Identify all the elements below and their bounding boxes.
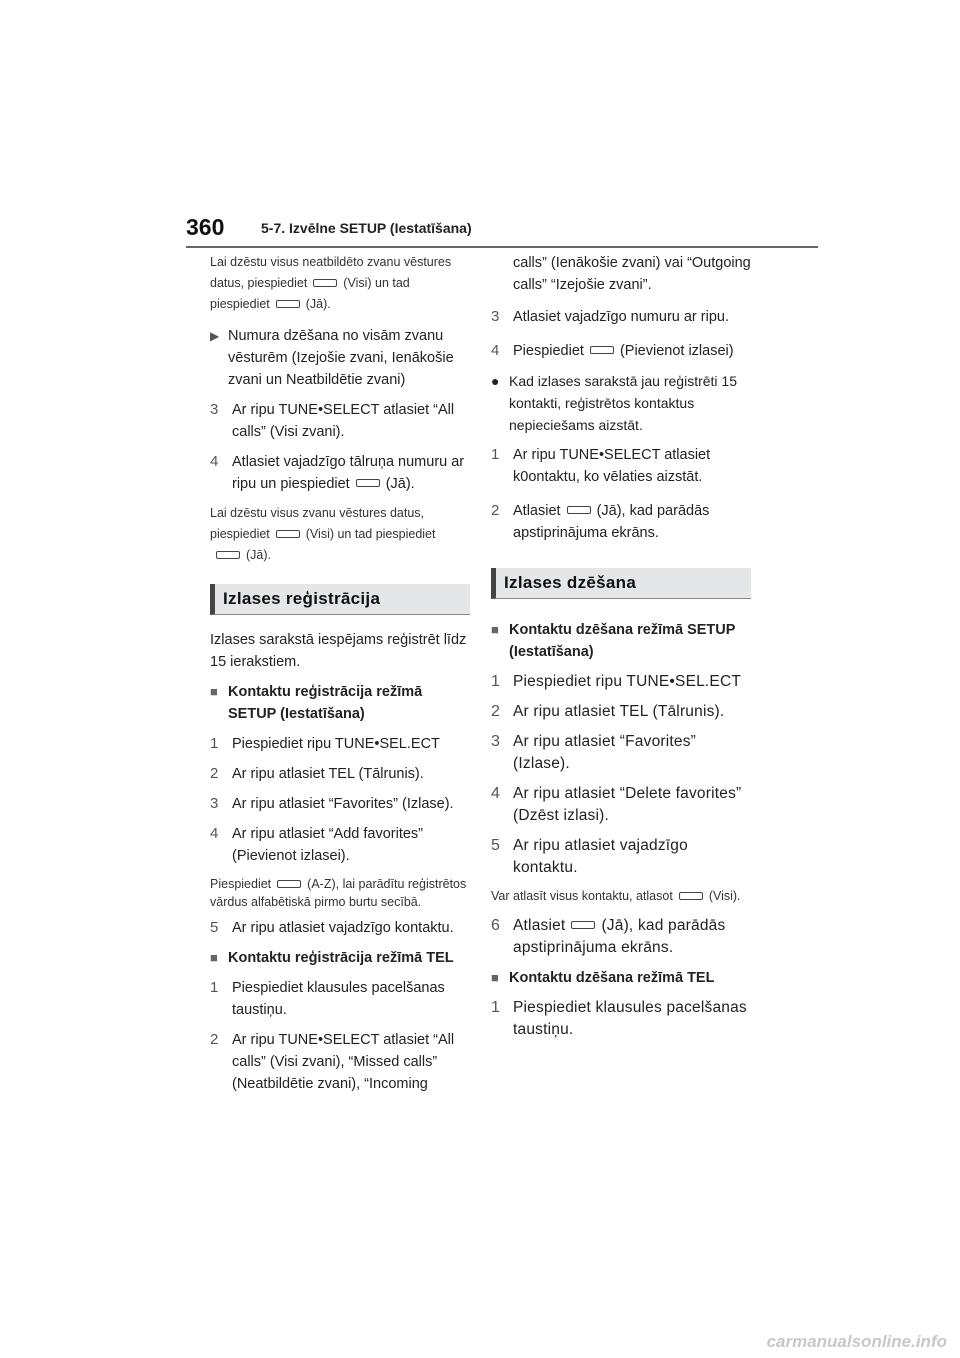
section-heading-favorites-registration: Izlases reģistrācija	[210, 584, 470, 615]
step-item: 1 Piespiediet ripu TUNE•SEL.ECT	[210, 735, 440, 752]
step-item: 3 Ar ripu atlasiet “Favorites” (Izlase).	[210, 795, 454, 812]
step-item: 5 Ar ripu atlasiet vajadzīgo kontaktu.	[491, 837, 688, 876]
square-icon: ■	[491, 622, 499, 637]
button-icon	[276, 530, 300, 538]
note-select-all: Var atlasīt visus kontaktu, atlasot (Visi).	[491, 889, 741, 903]
page-header	[186, 210, 818, 248]
button-icon	[277, 880, 301, 888]
button-icon	[216, 551, 240, 559]
button-icon	[356, 479, 380, 487]
step-item: 4 Ar ripu atlasiet “Add favorites” (Pievienot izlasei).	[210, 825, 423, 864]
button-icon	[313, 279, 337, 287]
button-icon	[679, 892, 703, 900]
step-item: 2 Ar ripu TUNE•SELECT atlasiet “All calls” (Visi zvani), “Missed calls” (Neatbildētie zvani), “Incoming	[210, 1031, 455, 1092]
intro-text: Izlases sarakstā iespējams reģistrēt līdz 15 ierakstiem.	[210, 632, 467, 670]
step-item: 4 Ar ripu atlasiet “Delete favorites” (Dzēst izlasi).	[491, 785, 742, 824]
heading-tel-deletion: ■ Kontaktu dzēšana režīmā TEL	[491, 967, 751, 989]
step-item: 1 Piespiediet ripu TUNE•SEL.ECT	[491, 673, 742, 690]
watermark: carmanualsonline.info	[766, 1332, 947, 1351]
step-item: 1 Piespiediet klausules pacelšanas taustiņu.	[491, 999, 747, 1038]
subheading-delete-number: ▶ Numura dzēšana no visām zvanu vēsturēm (Izejošie zvani, Ienākošie zvani un Neatbildētie zvani)	[210, 325, 470, 391]
note-delete-all: Lai dzēstu visus zvanu vēstures datus, piespiediet (Visi) un tad piespiediet(Jā).	[210, 506, 436, 562]
button-icon	[571, 921, 595, 929]
heading-tel-registration: ■ Kontaktu reģistrācija režīmā TEL	[210, 947, 470, 969]
section-heading-favorites-deletion: Izlases dzēšana	[491, 568, 751, 599]
bullet-item: ● Kad izlases sarakstā jau reģistrēti 15 kontakti, reģistrētos kontaktus nepieciešams aizstāt.	[491, 370, 751, 436]
step-item: 2 Ar ripu atlasiet TEL (Tālrunis).	[491, 703, 725, 720]
button-icon	[567, 506, 591, 514]
step-item: 6 Atlasiet (Jā), kad parādās apstiprinājuma ekrāns.	[491, 917, 726, 956]
square-icon: ■	[210, 950, 218, 965]
page-number: 360	[186, 214, 225, 240]
right-column	[491, 252, 751, 1049]
left-column	[210, 252, 470, 1103]
square-icon: ■	[210, 684, 218, 699]
square-icon: ■	[491, 970, 499, 985]
step-item: 3 Ar ripu atlasiet “Favorites” (Izlase).	[491, 733, 697, 772]
step-item: 3 Ar ripu TUNE•SELECT atlasiet “All calls” (Visi zvani).	[210, 401, 455, 440]
step-item: 2 Atlasiet (Jā), kad parādās apstiprinājuma ekrāns.	[491, 502, 710, 541]
heading-setup-registration: ■ Kontaktu reģistrācija režīmā SETUP (Iestatīšana)	[210, 681, 470, 725]
step-item: 1 Ar ripu TUNE•SELECT atlasiet k0ontaktu, ko vēlaties aizstāt.	[491, 446, 711, 485]
button-icon	[590, 346, 614, 354]
heading-setup-deletion: ■ Kontaktu dzēšana režīmā SETUP (Iestatīšana)	[491, 619, 751, 663]
note-az: Piespiediet (A-Z), lai parādītu reģistrētos vārdus alfabētiskā pirmo burtu secībā.	[210, 877, 467, 909]
triangle-icon: ▶	[210, 329, 220, 343]
step-item: 5 Ar ripu atlasiet vajadzīgo kontaktu.	[210, 919, 454, 936]
button-icon	[276, 300, 300, 308]
chapter-title: 5-7. Izvēlne SETUP (Iestatīšana)	[261, 220, 472, 236]
step-item: 1 Piespiediet klausules pacelšanas taustiņu.	[210, 979, 445, 1018]
continued-text: calls” (Ienākošie zvani) vai “Outgoing calls” “Izejošie zvani”.	[513, 255, 751, 293]
step-item: 3 Atlasiet vajadzīgo numuru ar ripu.	[491, 308, 729, 325]
step-item: 4 Atlasiet vajadzīgo tālruņa numuru ar ripu un piespiediet (Jā).	[210, 453, 465, 492]
step-item: 4 Piespiediet (Pievienot izlasei)	[491, 342, 734, 359]
note-delete-missed: Lai dzēstu visus neatbildēto zvanu vēstures datus, piespiediet (Visi) un tad piespiediet (Jā).	[210, 255, 452, 311]
step-item: 2 Ar ripu atlasiet TEL (Tālrunis).	[210, 765, 424, 782]
bullet-icon: ●	[491, 373, 500, 389]
